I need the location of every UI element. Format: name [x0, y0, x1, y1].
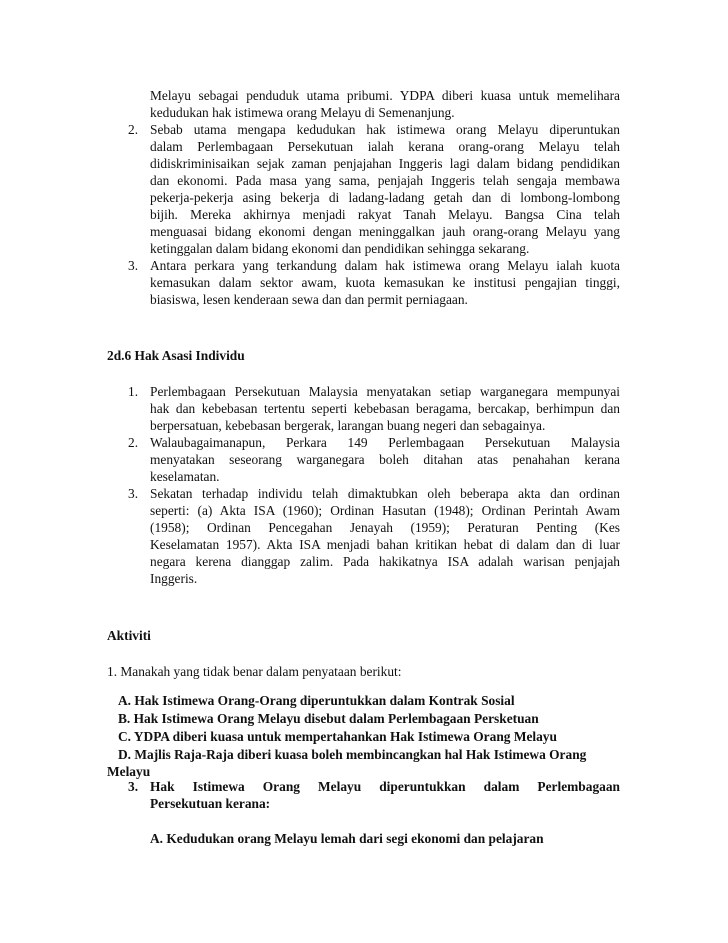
list-item-line: Walaubagaimanapun, Perkara 149 Perlembagaan Persekutuan Malaysia [150, 435, 620, 450]
list-item-line: Sekatan terhadap individu telah dimaktubkan oleh beberapa akta dan ordinan [150, 486, 620, 501]
question-3-line: Hak Istimewa Orang Melayu diperuntukkan dalam Perlembagaan [150, 779, 620, 794]
list-item-line: negara kerena dianggap zalim. Pada hakikatnya ISA adalah warisan penjajah [150, 554, 620, 569]
list-item-line: menguasai bidang ekonomi dengan meninggalkan jauh orang-orang Melayu yang [150, 224, 620, 239]
list-item-line: didiskriminisaikan sejak zaman penjajahan Inggeris lagi dalam bidang pendidikan [150, 156, 620, 171]
list-item-line: berpersatuan, kebebasan bergerak, larangan buang negeri dan sebagainya. [150, 418, 546, 433]
list-item-line: ketinggalan dalam bidang ekonomi dan pendidikan sehingga sekarang. [150, 241, 530, 256]
list-item-line: bijih. Mereka akhirnya menjadi rakyat Tanah Melayu. Bangsa Cina telah [150, 207, 620, 222]
option-d-wrap: Melayu [107, 764, 151, 779]
intro-line-2: kedudukan hak istimewa orang Melayu di Semenanjung. [150, 105, 455, 120]
list-item-line: Inggeris. [150, 571, 198, 586]
list-item-line: Sebab utama mengapa kedudukan hak istimewa orang Melayu diperuntukan [150, 122, 620, 137]
list-item-number: 3. [128, 258, 139, 273]
list-item-line: keselamatan. [150, 469, 220, 484]
list-item-line: dan ekonomi. Pada masa yang sama, penjajah Inggeris telah sengaja membawa [150, 173, 620, 188]
list-item-line: Perlembagaan Persekutuan Malaysia menyatakan setiap warganegara mempunyai [150, 384, 620, 399]
activity-heading: Aktiviti [107, 628, 151, 643]
intro-line-1: Melayu sebagai penduduk utama pribumi. YDPA diberi kuasa untuk memelihara [150, 88, 620, 103]
list-item-line: hak dan kebebasan tertentu seperti kebebasan beragama, bercakap, berhimpun dan [150, 401, 620, 416]
list-item-line: kemasukan dalam sektor awam, kuota kemasukan ke institusi pengajian tinggi, [150, 275, 620, 290]
list-item-line: Antara perkara yang terkandung dalam hak istimewa orang Melayu ialah kuota [150, 258, 620, 273]
question-1: 1. Manakah yang tidak benar dalam penyataan berikut: [107, 664, 402, 679]
list-item-number: 2. [128, 435, 139, 450]
list-item-line: (1958); Ordinan Pencegahan Jenayah (1959); Peraturan Penting (Kes [150, 520, 620, 535]
list-item-line: menyatakan seseorang warganegara boleh ditahan atas penahahan kerana [150, 452, 620, 467]
list-item-line: seperti: (a) Akta ISA (1960); Ordinan Hasutan (1948); Ordinan Perintah Awam [150, 503, 620, 518]
option-c: C. YDPA diberi kuasa untuk mempertahankan Hak Istimewa Orang Melayu [118, 729, 557, 744]
list-item-number: 3. [128, 486, 139, 501]
section-heading: 2d.6 Hak Asasi Individu [107, 348, 245, 363]
question-3-option-a: A. Kedudukan orang Melayu lemah dari segi ekonomi dan pelajaran [150, 831, 544, 846]
list-item-number: 2. [128, 122, 139, 137]
option-d: D. Majlis Raja-Raja diberi kuasa boleh membincangkan hal Hak Istimewa Orang [118, 747, 587, 762]
option-a: A. Hak Istimewa Orang-Orang diperuntukkan dalam Kontrak Sosial [118, 693, 515, 708]
list-item-line: biasiswa, lesen kenderaan sewa dan dan permit perniagaan. [150, 292, 468, 307]
list-item-line: dalam Perlembagaan Persekutuan ialah kerana orang-orang Melayu telah [150, 139, 620, 154]
list-item-line: Keselamatan 1957). Akta ISA menjadi bahan kritikan hebat di dalam dan di luar [150, 537, 620, 552]
option-b: B. Hak Istimewa Orang Melayu disebut dalam Perlembagaan Persketuan [118, 711, 539, 726]
list-item-line: pekerja-pekerja asing bekerja di ladang-ladang getah dan di lombong-lombong [150, 190, 620, 205]
list-item-number: 1. [128, 384, 139, 399]
question-3-line: Persekutuan kerana: [150, 796, 271, 811]
question-3-number: 3. [128, 779, 139, 794]
